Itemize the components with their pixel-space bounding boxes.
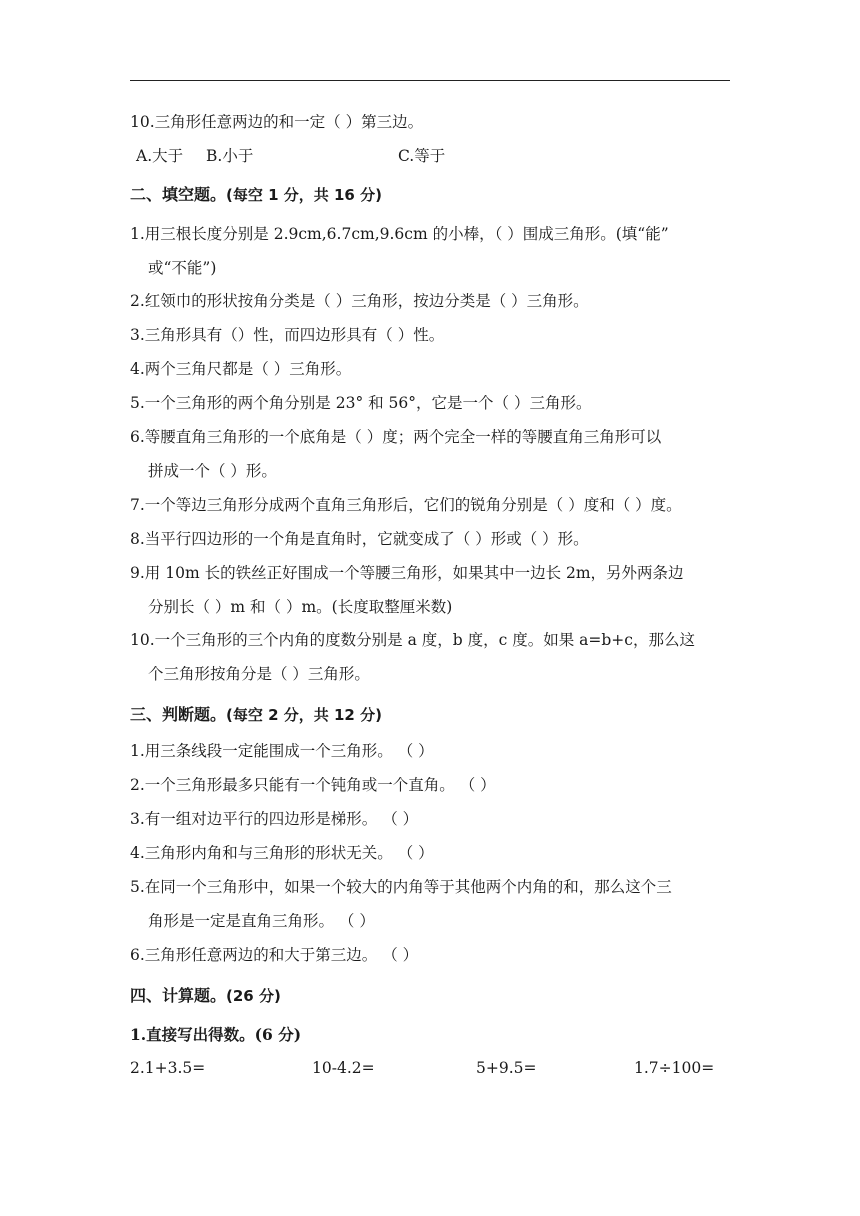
s2-item-7: 7.一个等边三角形分成两个直角三角形后，它们的锐角分别是（ ）度和（ ）度。 <box>130 496 682 514</box>
s2-item-3: 3.三角形具有（）性，而四边形具有（ ）性。 <box>130 326 445 344</box>
s2-item-4: 4.两个三角尺都是（ ）三角形。 <box>130 360 352 378</box>
s2-item-6-line1: 6.等腰直角三角形的一个底角是（ ）度；两个完全一样的等腰直角三角形可以 <box>130 428 662 446</box>
section2-title: 二、填空题。 <box>130 185 227 204</box>
s3-item-2: 2.一个三角形最多只能有一个钝角或一个直角。 （ ） <box>130 776 496 794</box>
s2-item-9-line2: 分别长（ ）m 和（ ）m。(长度取整厘米数) <box>148 598 453 616</box>
s3-item-1: 1.用三条线段一定能围成一个三角形。 （ ） <box>130 742 434 760</box>
q10-option-a: A.大于 <box>136 147 184 165</box>
section4-heading <box>130 986 740 1006</box>
calc-item-4: 1.7÷100= <box>634 1059 715 1077</box>
section4-note: (26 分) <box>226 987 281 1005</box>
section2-heading <box>130 185 740 205</box>
s2-item-5: 5.一个三角形的两个角分别是 23° 和 56°，它是一个（ ）三角形。 <box>130 394 592 412</box>
s3-item-4: 4.三角形内角和与三角形的形状无关。 （ ） <box>130 844 434 862</box>
s2-item-10-line2: 个三角形按角分是（ ）三角形。 <box>148 665 370 683</box>
s2-item-6-line2: 拼成一个（ ）形。 <box>148 462 277 480</box>
q10-option-c: C.等于 <box>398 147 446 165</box>
s4-subheading-1: 1.直接写出得数。(6 分) <box>130 1025 302 1044</box>
s2-item-8: 8.当平行四边形的一个角是直角时，它就变成了（ ）形或（ ）形。 <box>130 530 589 548</box>
section3-note: (每空 2 分，共 12 分) <box>226 706 382 724</box>
q10-option-b: B.小于 <box>206 147 254 165</box>
s2-item-10-line1: 10.一个三角形的三个内角的度数分别是 a 度，b 度，c 度。如果 a=b+c，那么这 <box>130 631 695 649</box>
calc-item-2: 10-4.2= <box>312 1059 375 1077</box>
s3-item-5-line2: 角形是一定是直角三角形。 （ ） <box>148 912 375 930</box>
q10-stem: 10.三角形任意两边的和一定（ ）第三边。 <box>130 113 424 131</box>
s2-item-1-line2: 或“不能”) <box>148 259 217 277</box>
s3-item-3: 3.有一组对边平行的四边形是梯形。 （ ） <box>130 810 419 828</box>
section3-title: 三、判断题。 <box>130 705 227 724</box>
calc-item-1: 2.1+3.5= <box>130 1059 206 1077</box>
section4-title: 四、计算题。 <box>130 986 227 1005</box>
s2-item-1-line1: 1.用三根长度分别是 2.9cm,6.7cm,9.6cm 的小棒，（ ）围成三角形。(填“能” <box>130 225 669 243</box>
s3-item-5-line1: 5.在同一个三角形中，如果一个较大的内角等于其他两个内角的和，那么这个三 <box>130 878 672 896</box>
s3-item-6: 6.三角形任意两边的和大于第三边。 （ ） <box>130 946 419 964</box>
s2-item-9-line1: 9.用 10m 长的铁丝正好围成一个等腰三角形，如果其中一边长 2m，另外两条边 <box>130 564 684 582</box>
s2-item-2: 2.红领巾的形状按角分类是（ ）三角形，按边分类是（ ）三角形。 <box>130 292 589 310</box>
section3-heading <box>130 705 740 725</box>
calc-item-3: 5+9.5= <box>476 1059 537 1077</box>
section2-note: (每空 1 分，共 16 分) <box>226 186 382 204</box>
